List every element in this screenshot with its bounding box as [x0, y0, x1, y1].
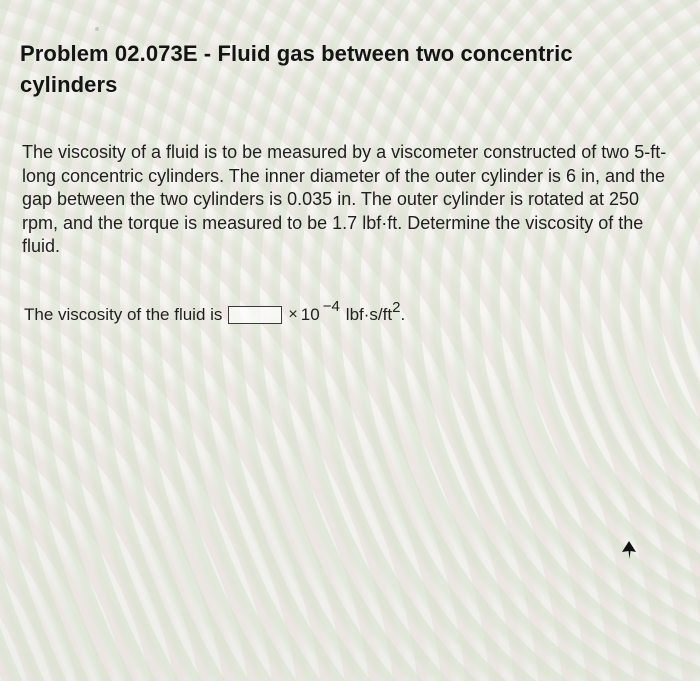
answer-row: The viscosity of the fluid is × 10 $^{-4}$ $lbf\cdot s/ft^2$. — [24, 303, 405, 327]
viscosity-unit — [345, 299, 406, 327]
problem-title: Problem 02.073E - Fluid gas between two concentric cylinders — [20, 41, 573, 97]
power-base: 10 — [300, 305, 320, 324]
unit-text: lbf·s/ft — [345, 305, 393, 324]
answer-prefix: The viscosity of the fluid is — [24, 305, 223, 324]
answer-suffix: . — [400, 305, 406, 324]
times-symbol: × — [288, 306, 298, 323]
unit-exponent: 2 — [392, 299, 401, 316]
smudge-mark-icon — [93, 25, 101, 33]
viscosity-answer-input[interactable] — [228, 306, 282, 324]
problem-statement: The viscosity of a fluid is to be measured by a viscometer constructed of two 5-ft-long concentric cylinders. The inner diameter of the outer cylinder is 6 in, and the gap between the two cylinders is 0.035 in. The outer cylinder is rotated at 250 rpm, and the torque is measured to be 1.7 lbf·ft. Determine the viscosity of the fluid. — [22, 142, 667, 256]
mouse-pointer-icon — [620, 540, 638, 560]
